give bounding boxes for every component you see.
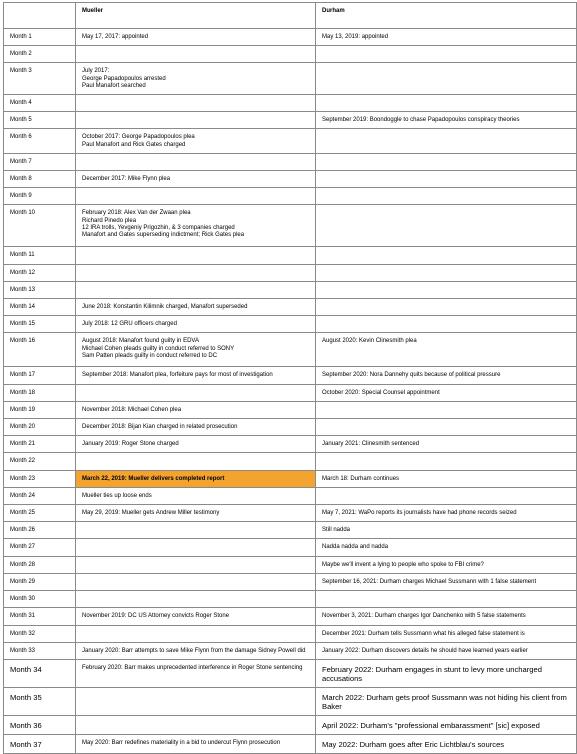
month-cell: Month 34 (4, 659, 76, 687)
table-row (4, 316, 577, 333)
mueller-cell (76, 188, 316, 205)
durham-cell (316, 188, 577, 205)
durham-cell (316, 316, 577, 333)
durham-cell (316, 63, 577, 95)
mueller-cell (76, 247, 316, 264)
durham-cell (316, 419, 577, 436)
durham-cell: May 2022: Durham goes after Eric Lichtblau's sources (316, 734, 577, 753)
month-cell: Month 17 (4, 367, 76, 384)
month-cell: Month 22 (4, 453, 76, 470)
durham-cell: September 2020: Nora Dannehy quits because of political pressure (316, 367, 577, 384)
table-row (4, 367, 577, 384)
timeline-table (3, 2, 577, 754)
durham-cell (316, 205, 577, 247)
month-cell: Month 24 (4, 487, 76, 504)
month-cell: Month 13 (4, 281, 76, 298)
table-row (4, 470, 577, 487)
header-mueller: Mueller (76, 3, 316, 29)
month-cell: Month 18 (4, 384, 76, 401)
mueller-cell: December 2017: Mike Flynn plea (76, 171, 316, 188)
table-row (4, 205, 577, 247)
month-cell: Month 25 (4, 505, 76, 522)
table-row (4, 453, 577, 470)
table-row (4, 63, 577, 95)
mueller-cell (76, 522, 316, 539)
month-cell: Month 4 (4, 95, 76, 112)
table-row (4, 687, 577, 715)
durham-cell (316, 401, 577, 418)
durham-cell (316, 264, 577, 281)
mueller-cell (76, 153, 316, 170)
mueller-cell: February 2020: Barr makes unprecedented interference in Roger Stone sentencing (76, 659, 316, 687)
durham-cell (316, 95, 577, 112)
month-cell: Month 36 (4, 715, 76, 734)
mueller-cell (76, 95, 316, 112)
month-cell: Month 6 (4, 129, 76, 153)
durham-cell (316, 299, 577, 316)
month-cell: Month 2 (4, 46, 76, 63)
durham-cell: August 2020: Kevin Clinesmith plea (316, 333, 577, 367)
mueller-cell (76, 384, 316, 401)
table-row (4, 95, 577, 112)
table-row (4, 153, 577, 170)
durham-cell: February 2022: Durham engages in stunt to levy more uncharged accusations (316, 659, 577, 687)
mueller-cell (76, 539, 316, 556)
header-row (4, 3, 577, 29)
table-row (4, 734, 577, 753)
table-row (4, 505, 577, 522)
table-row (4, 46, 577, 63)
month-cell: Month 27 (4, 539, 76, 556)
mueller-cell (76, 687, 316, 715)
durham-cell: Still nadda (316, 522, 577, 539)
month-cell: Month 21 (4, 436, 76, 453)
table-row (4, 129, 577, 153)
durham-cell: May 13, 2019: appointed (316, 29, 577, 46)
mueller-cell: July 2018: 12 GRU officers charged (76, 316, 316, 333)
durham-cell (316, 281, 577, 298)
table-row (4, 642, 577, 659)
month-cell: Month 9 (4, 188, 76, 205)
durham-cell (316, 453, 577, 470)
table-row (4, 573, 577, 590)
month-cell: Month 5 (4, 112, 76, 129)
mueller-cell: March 22, 2019: Mueller delivers completed report (76, 470, 316, 487)
durham-cell (316, 247, 577, 264)
durham-cell (316, 153, 577, 170)
mueller-cell: September 2018: Manafort plea, forfeiture pays for most of investigation (76, 367, 316, 384)
table-row (4, 333, 577, 367)
table-row (4, 299, 577, 316)
mueller-cell: January 2019: Roger Stone charged (76, 436, 316, 453)
month-cell: Month 30 (4, 591, 76, 608)
mueller-cell: December 2018: Bijan Kian charged in related prosecution (76, 419, 316, 436)
mueller-cell (76, 46, 316, 63)
table-row (4, 715, 577, 734)
mueller-cell: July 2017: George Papadopoulos arrested Paul Manafort searched (76, 63, 316, 95)
durham-cell: January 2021: Clinesmith sentenced (316, 436, 577, 453)
durham-cell: January 2022: Durham discovers details he should have learned years earlier (316, 642, 577, 659)
table-row (4, 522, 577, 539)
durham-cell: May 7, 2021: WaPo reports its journalists have had phone records seized (316, 505, 577, 522)
mueller-cell (76, 573, 316, 590)
durham-cell (316, 129, 577, 153)
month-cell: Month 1 (4, 29, 76, 46)
month-cell: Month 10 (4, 205, 76, 247)
month-cell: Month 19 (4, 401, 76, 418)
month-cell: Month 31 (4, 608, 76, 625)
mueller-cell: May 29, 2019: Mueller gets Andrew Miller testimony (76, 505, 316, 522)
mueller-cell (76, 556, 316, 573)
mueller-cell (76, 112, 316, 129)
mueller-cell: February 2018: Alex Van der Zwaan plea Richard Pinedo plea 12 IRA trolls, Yevgeniy Prigozhin, & 3 companies charged Manafort and Gates superseding indictment; Rick Gates plea (76, 205, 316, 247)
month-cell: Month 35 (4, 687, 76, 715)
durham-cell: December 2021: Durham tells Sussmann what his alleged false statement is (316, 625, 577, 642)
mueller-cell: May 17, 2017: appointed (76, 29, 316, 46)
table-row (4, 419, 577, 436)
table-row (4, 659, 577, 687)
mueller-cell (76, 281, 316, 298)
mueller-cell: November 2019: DC US Attorney convicts Roger Stone (76, 608, 316, 625)
mueller-cell (76, 591, 316, 608)
durham-cell: September 2019: Boondoggle to chase Papadopoulos conspiracy theories (316, 112, 577, 129)
durham-cell: Nadda nadda and nadda (316, 539, 577, 556)
table-row (4, 556, 577, 573)
month-cell: Month 14 (4, 299, 76, 316)
mueller-cell: August 2018: Manafort found guilty in EDVA Michael Cohen pleads guilty in conduct referred to SONY Sam Patten pleads guilty in conduct referred to DC (76, 333, 316, 367)
table-row (4, 171, 577, 188)
table-row (4, 112, 577, 129)
table-row (4, 29, 577, 46)
month-cell: Month 37 (4, 734, 76, 753)
durham-cell (316, 591, 577, 608)
durham-cell: October 2020: Special Counsel appointment (316, 384, 577, 401)
durham-cell (316, 487, 577, 504)
table-row (4, 247, 577, 264)
mueller-cell: Mueller ties up loose ends (76, 487, 316, 504)
month-cell: Month 20 (4, 419, 76, 436)
durham-cell: March 2022: Durham gets proof Sussmann was not hiding his client from Baker (316, 687, 577, 715)
header-month (4, 3, 76, 29)
month-cell: Month 11 (4, 247, 76, 264)
durham-cell: March 18: Durham continues (316, 470, 577, 487)
mueller-cell (76, 625, 316, 642)
mueller-cell (76, 453, 316, 470)
durham-cell: Maybe we'll invent a lying to people who spoke to FBI crime? (316, 556, 577, 573)
month-cell: Month 29 (4, 573, 76, 590)
mueller-cell: May 2020: Barr redefines materiality in a bid to undercut Flynn prosecution (76, 734, 316, 753)
month-cell: Month 23 (4, 470, 76, 487)
mueller-cell (76, 715, 316, 734)
table-row (4, 625, 577, 642)
table-row (4, 264, 577, 281)
durham-cell (316, 46, 577, 63)
table-row (4, 401, 577, 418)
table-row (4, 188, 577, 205)
month-cell: Month 3 (4, 63, 76, 95)
mueller-cell: October 2017: George Papadopoulos plea Paul Manafort and Rick Gates charged (76, 129, 316, 153)
table-row (4, 281, 577, 298)
table-row (4, 384, 577, 401)
header-durham: Durham (316, 3, 577, 29)
durham-cell: September 16, 2021: Durham charges Michael Sussmann with 1 false statement (316, 573, 577, 590)
table-row (4, 487, 577, 504)
table-row (4, 436, 577, 453)
mueller-cell: November 2018: Michael Cohen plea (76, 401, 316, 418)
month-cell: Month 12 (4, 264, 76, 281)
month-cell: Month 7 (4, 153, 76, 170)
month-cell: Month 33 (4, 642, 76, 659)
month-cell: Month 8 (4, 171, 76, 188)
table-row (4, 608, 577, 625)
durham-cell: April 2022: Durham's "professional embarassment" [sic] exposed (316, 715, 577, 734)
month-cell: Month 28 (4, 556, 76, 573)
table-row (4, 539, 577, 556)
mueller-cell: January 2020: Barr attempts to save Mike Flynn from the damage Sidney Powell did (76, 642, 316, 659)
month-cell: Month 16 (4, 333, 76, 367)
month-cell: Month 26 (4, 522, 76, 539)
durham-cell (316, 171, 577, 188)
mueller-cell: June 2018: Konstantin Kilimnik charged, Manafort superseded (76, 299, 316, 316)
mueller-cell (76, 264, 316, 281)
table-row (4, 591, 577, 608)
month-cell: Month 15 (4, 316, 76, 333)
month-cell: Month 32 (4, 625, 76, 642)
durham-cell: November 3, 2021: Durham charges Igor Danchenko with 5 false statements (316, 608, 577, 625)
